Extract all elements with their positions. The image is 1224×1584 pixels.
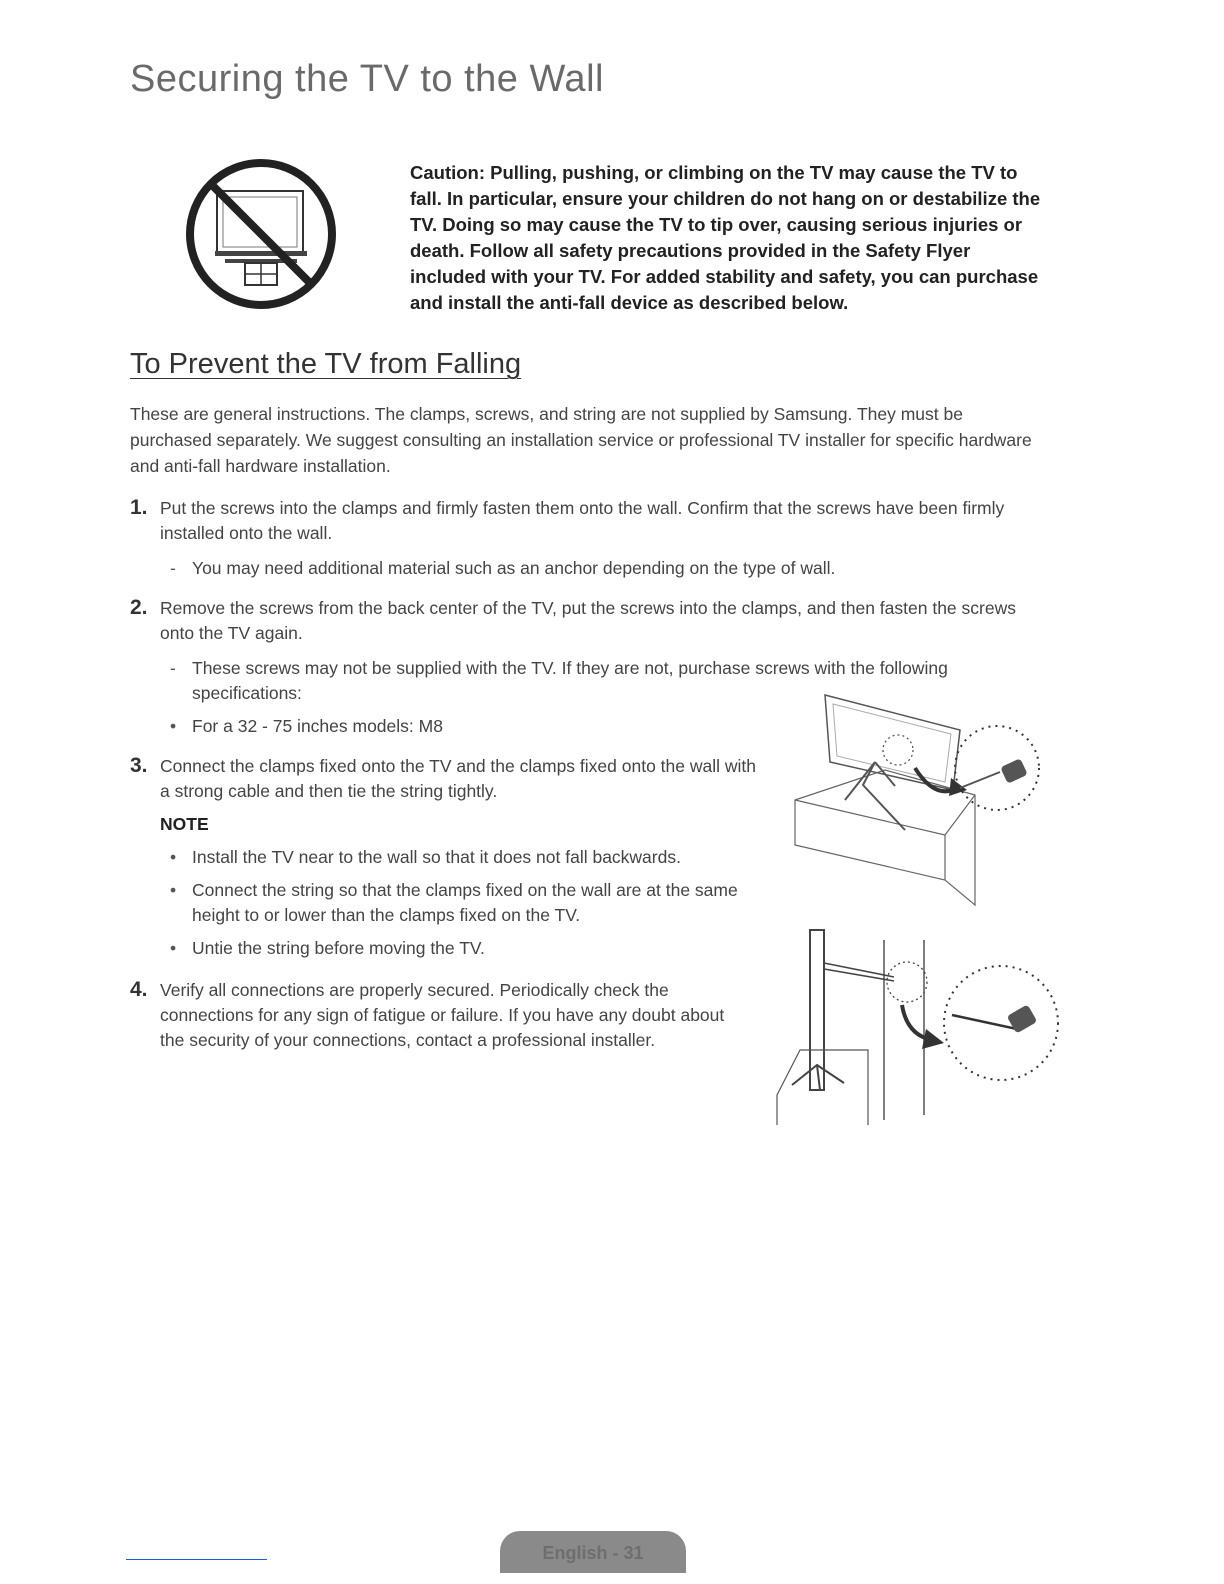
bullet-marker: • — [170, 880, 177, 900]
tv-wall-string-illustration — [772, 925, 1062, 1130]
intro-paragraph: These are general instructions. The clamps, screws, and string are not supplied by Samsung. They must be purchased separately. We suggest consulting an installation service or professional TV installer for specific hardware and anti-fall hardware installation. — [130, 404, 1032, 476]
step-subnote: These screws may not be supplied with the TV. If they are not, purchase screws with the following specifications: — [192, 658, 948, 703]
note-item: Install the TV near to the wall so that it does not fall backwards. — [192, 847, 681, 867]
bullet-marker: • — [170, 716, 177, 736]
no-tv-climbing-icon — [183, 155, 339, 313]
step-number: 1. — [130, 496, 148, 519]
note-item: Untie the string before moving the TV. — [192, 938, 485, 958]
footer-rule — [126, 1559, 267, 1560]
note-item: Connect the string so that the clamps fixed on the wall are at the same height to or lower than the clamps fixed on the TV. — [192, 880, 738, 925]
bullet-marker: • — [170, 938, 177, 958]
step-number: 3. — [130, 754, 148, 777]
dash-marker: - — [170, 558, 176, 578]
step-text: Remove the screws from the back center of the TV, put the screws into the clamps, and then fasten the screws onto the TV again. — [160, 598, 1016, 643]
page-number-badge: English - 31 — [500, 1531, 686, 1573]
step-text: Put the screws into the clamps and firmly fasten them onto the wall. Confirm that the screws have been firmly installed onto the wall. — [160, 498, 1005, 543]
dash-marker: - — [170, 658, 176, 678]
step-text: Connect the clamps fixed onto the TV and the clamps fixed onto the wall with a strong cable and then tie the string tightly. — [160, 756, 756, 801]
step-1 — [130, 496, 1040, 581]
tv-back-clamp-illustration — [785, 690, 1050, 910]
section-title: To Prevent the TV from Falling — [130, 348, 522, 380]
caution-text: Caution: Pulling, pushing, or climbing on the TV may cause the TV to fall. In particular, ensure your children do not hang on or destabilize the TV. Doing so may cause the TV to tip over, causing serious injuries or death. Follow all safety precautions provided in the Safety Flyer included with your TV. For added stability and safety, you can purchase and install the anti-fall device as described below. — [410, 162, 1041, 313]
step-number: 4. — [130, 978, 148, 1001]
step-number: 2. — [130, 596, 148, 619]
note-label: NOTE — [160, 814, 209, 834]
step-text: Verify all connections are properly secured. Periodically check the connections for any sign of fatigue or failure. If you have any doubt about the security of your connections, contact a professional installer. — [160, 980, 725, 1050]
page-title: Securing the TV to the Wall — [130, 58, 604, 100]
step-3 — [130, 754, 760, 961]
step-bullet: For a 32 - 75 inches models: M8 — [192, 716, 443, 736]
bullet-marker: • — [170, 847, 177, 867]
step-subnote: You may need additional material such as an anchor depending on the type of wall. — [192, 558, 836, 578]
step-4 — [130, 978, 750, 1053]
